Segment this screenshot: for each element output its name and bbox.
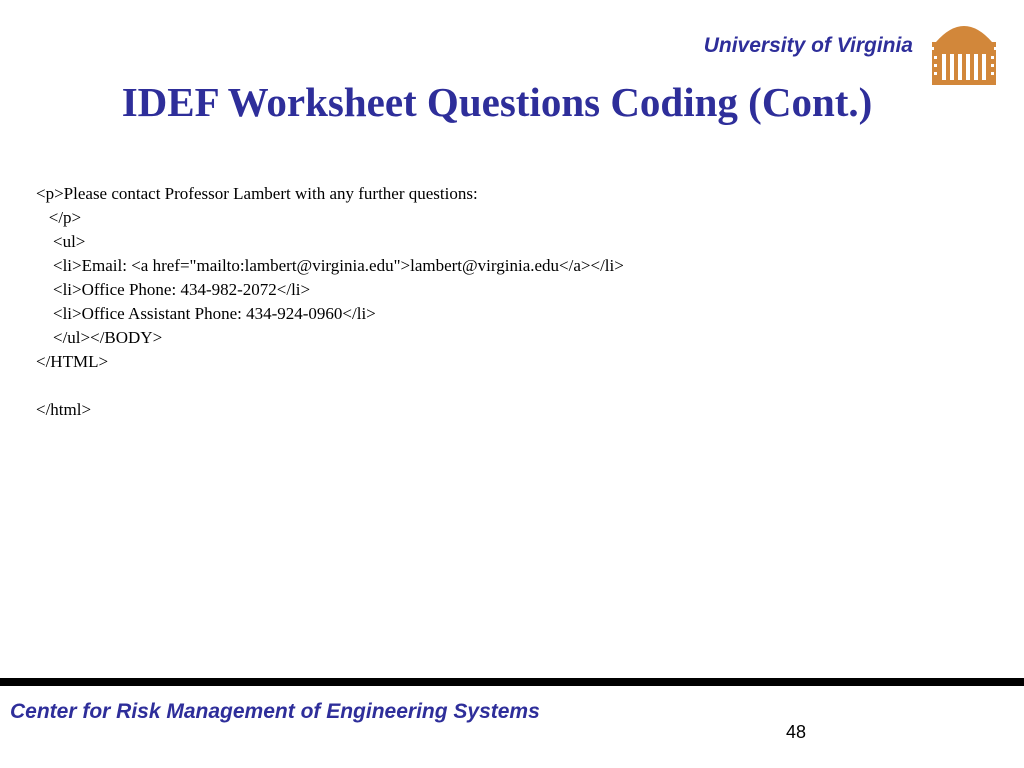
- page-number: 48: [785, 722, 806, 742]
- code-line: </ul></BODY>: [36, 328, 163, 347]
- code-line: </HTML>: [36, 352, 109, 371]
- code-line: <li>Office Phone: 434-982-2072</li>: [36, 280, 311, 299]
- code-line: </p>: [36, 208, 82, 227]
- code-line: <p>Please contact Professor Lambert with any further questions:: [36, 184, 478, 203]
- code-line-blank: [36, 374, 936, 398]
- footer-center-name: Center for Risk Management of Engineering Systems: [10, 700, 540, 723]
- code-listing: [36, 182, 936, 422]
- code-line: <li>Office Assistant Phone: 434-924-0960</li>: [36, 304, 376, 323]
- code-line: <li>Email: <a href="mailto:lambert@virginia.edu">lambert@virginia.edu</a></li>: [36, 256, 624, 275]
- footer-divider: [0, 678, 1024, 686]
- code-line: <ul>: [36, 232, 86, 251]
- slide-title: IDEF Worksheet Questions Coding (Cont.): [121, 79, 873, 125]
- code-line: </html>: [36, 400, 92, 419]
- university-name: University of Virginia: [703, 34, 913, 57]
